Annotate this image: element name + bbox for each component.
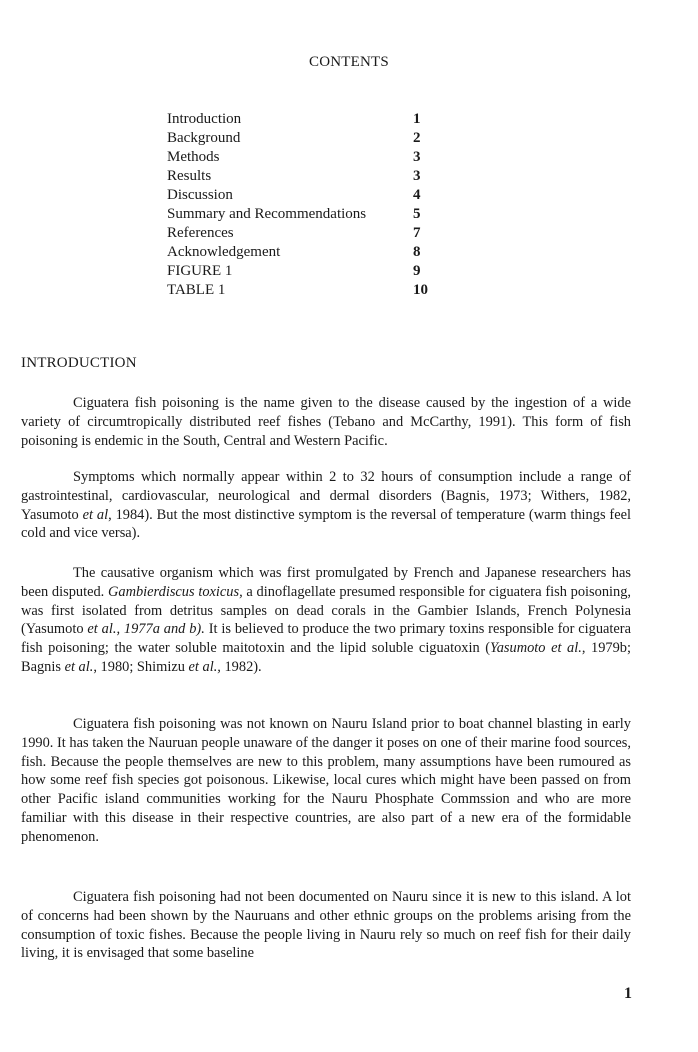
toc-entry-discussion bbox=[167, 186, 437, 205]
table-of-contents bbox=[167, 110, 437, 300]
toc-entry-figure-1 bbox=[167, 262, 437, 281]
contents-title: CONTENTS bbox=[309, 54, 389, 70]
toc-entry-label: Background bbox=[167, 130, 241, 146]
text-run: The causative organism which was first promulgated by French and Japanese researchers has been disputed. bbox=[21, 565, 631, 600]
toc-entry-summary bbox=[167, 205, 437, 224]
section-heading-introduction: INTRODUCTION bbox=[21, 355, 137, 371]
text-run: It is believed to produce the two primary toxins responsible for ciguatera fish poisoning; the water soluble maitotoxin and the lipid soluble ciguatoxin ( bbox=[21, 621, 631, 657]
toc-entry-references bbox=[167, 224, 437, 243]
text-run: a dinoflagellate presumed responsible for ciguatera fish poisoning, was first isolated from detritus samples on dead corals in the Gambier Islands, French Polynesia (Yasumoto bbox=[21, 583, 632, 638]
paragraph: Ciguatera fish poisoning is the name given to the disease caused by the ingestion of a wide variety of circumtropically distributed reef fishes (Tebano and McCarthy, 1991). This form of fish poisoning is endemic in the South, Central and Western Pacific. bbox=[21, 395, 631, 449]
paragraph: Ciguatera fish poisoning was not known on Nauru Island prior to boat channel blasting in early 1990. It has taken the Nauruan people unaware of the danger it poses on one of their marine food sources, fish. Because the people themselves are new to this problem, many assumptions have been rumoured as how some reef fish species got poisonous. Likewise, local cures which might have been passed on from other Pacific island communities working for the Nauru Phosphate Commssion and who are more familiar with this disease in their respective countries, are also part of a new era of the formidable phenomenon. bbox=[21, 716, 631, 845]
toc-entry-acknowledgement bbox=[167, 243, 437, 262]
toc-entry-page: 2 bbox=[413, 130, 421, 146]
paragraph bbox=[21, 564, 631, 677]
italic-text-run: Gambierdiscus toxicus, bbox=[108, 583, 243, 600]
toc-entry-label: Discussion bbox=[167, 187, 233, 203]
toc-entry-table-1 bbox=[167, 281, 437, 300]
toc-entry-label: Introduction bbox=[167, 111, 242, 127]
toc-entry-page: 3 bbox=[413, 168, 421, 184]
toc-entry-background bbox=[167, 129, 437, 148]
toc-entry-label: Methods bbox=[167, 149, 220, 165]
toc-entry-introduction bbox=[167, 110, 437, 129]
toc-entry-label: References bbox=[167, 225, 234, 241]
toc-entry-results bbox=[167, 167, 437, 186]
text-run: , 1980; Shimizu bbox=[93, 658, 189, 675]
italic-text-run: Yasumoto et al. bbox=[490, 640, 582, 657]
toc-entry-label: Acknowledgement bbox=[167, 244, 281, 260]
italic-text-run: et al bbox=[82, 506, 109, 523]
paragraph: Ciguatera fish poisoning had not been documented on Nauru since it is new to this island. A lot of concerns had been shown by the Nauruans and other ethnic groups on the problems arising from the consumption of toxic fishes. Because the people living in Nauru rely so much on reef fish for their daily living, it is envisaged that some baseline bbox=[21, 889, 631, 962]
toc-entry-page: 8 bbox=[413, 244, 421, 260]
paragraph bbox=[21, 468, 631, 543]
toc-entry-page: 3 bbox=[413, 149, 421, 165]
page-number: 1 bbox=[624, 985, 632, 1002]
toc-entry-label: FIGURE 1 bbox=[167, 263, 233, 279]
text-run: 1982). bbox=[220, 658, 262, 675]
toc-entry-label: TABLE 1 bbox=[167, 282, 226, 298]
text-run: Symptoms which normally appear within 2 to 32 hours of consumption include a range of gastrointestinal, cardiovascular, neurological and dermal disorders (Bagnis, 1973; Withers, 1982, Yasumoto bbox=[21, 469, 631, 523]
toc-entry-label: Summary and Recommendations bbox=[167, 206, 367, 222]
toc-entry-page: 5 bbox=[413, 206, 421, 222]
italic-text-run: et al., 1977a and b). bbox=[87, 621, 205, 638]
toc-entry-page: 9 bbox=[413, 263, 421, 279]
italic-text-run: et al. bbox=[64, 658, 94, 675]
toc-entry-page: 10 bbox=[413, 282, 428, 298]
italic-text-run: et al., bbox=[188, 658, 221, 675]
text-run: , 1984). But the most distinctive symptom is the reversal of temperature (warm things feel cold and vice versa). bbox=[21, 506, 631, 542]
toc-entry-page: 1 bbox=[413, 111, 421, 127]
toc-entry-page: 7 bbox=[413, 225, 421, 241]
toc-entry-label: Results bbox=[167, 168, 212, 184]
text-run: , 1979b; Bagnis bbox=[21, 640, 631, 675]
toc-entry-methods bbox=[167, 148, 437, 167]
toc-entry-page: 4 bbox=[413, 187, 421, 203]
